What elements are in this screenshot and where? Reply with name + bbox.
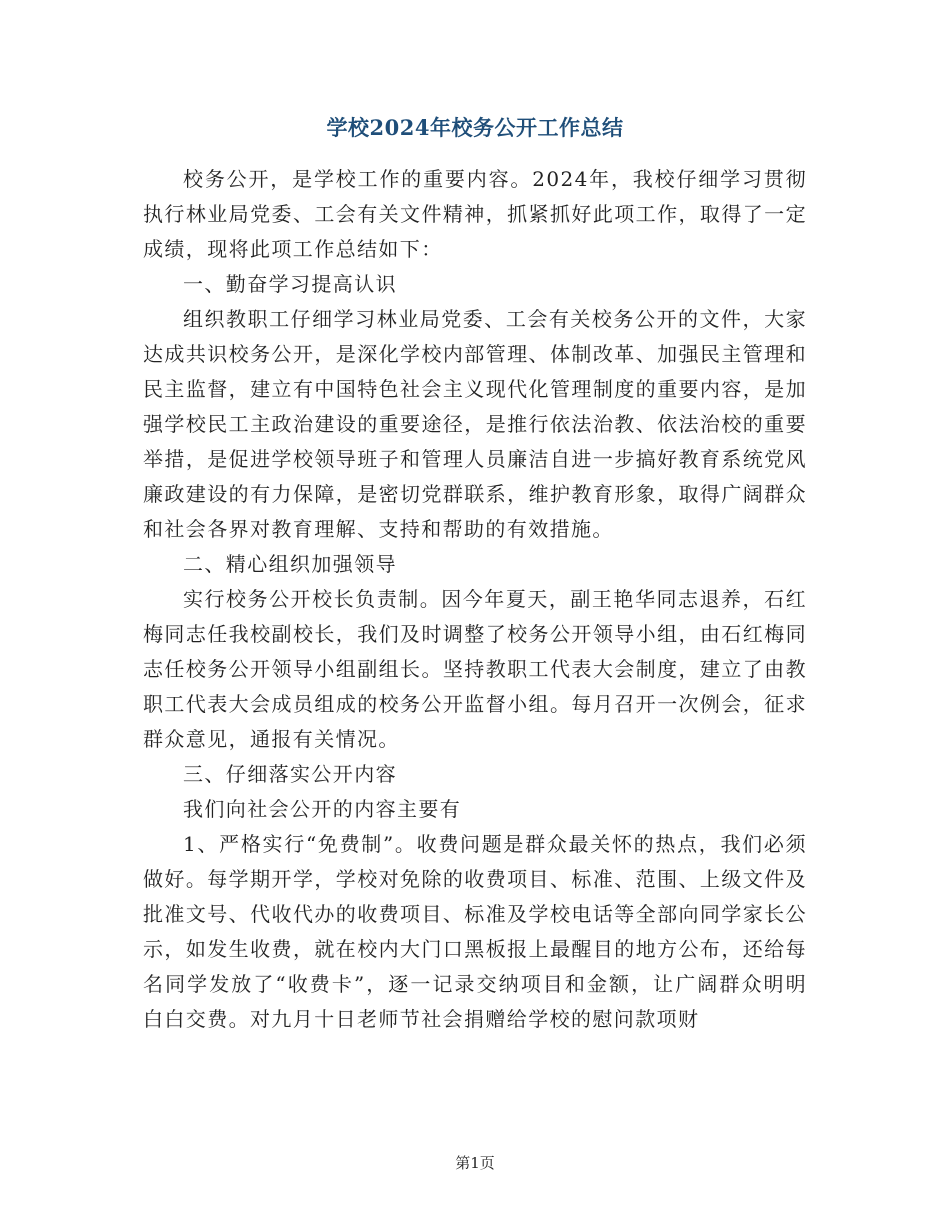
paragraph-intro: 校务公开，是学校工作的重要内容。2024年，我校仔细学习贯彻执行林业局党委、工会有关文件精神，抓紧抓好此项工作，取得了一定成绩，现将此项工作总结如下： xyxy=(143,167,807,261)
paragraph-section-2: 实行校务公开校长负责制。因今年夏天，副王艳华同志退养，石红梅同志任我校副校长，我们及时调整了校务公开领导小组，由石红梅同志任校务公开领导小组副组长。坚持教职工代表大会制度，建立了由教职工代表大会成员组成的校务公开监督小组。每月召开一次例会，征求群众意见，通报有关情况。 xyxy=(143,587,807,751)
section-heading-3: 三、仔细落实公开内容 xyxy=(183,762,397,786)
document-title: 学校2024年校务公开工作总结 xyxy=(326,115,624,140)
section-heading-2: 二、精心组织加强领导 xyxy=(183,552,397,576)
section-heading-1: 一、勤奋学习提高认识 xyxy=(183,272,397,296)
document-body xyxy=(143,162,807,1037)
page-number: 第1页 xyxy=(455,1154,495,1172)
paragraph-section-1: 组织教职工仔细学习林业局党委、工会有关校务公开的文件，大家达成共识校务公开，是深化学校内部管理、体制改革、加强民主管理和民主监督，建立有中国特色社会主义现代化管理制度的重要内容，是加强学校民工主政治建设的重要途径，是推行依法治教、依法治校的重要举措，是促进学校领导班子和管理人员廉洁自进一步搞好教育系统党风廉政建设的有力保障，是密切党群联系，维护教育形象，取得广阔群众和社会各界对教育理解、支持和帮助的有效措施。 xyxy=(143,307,807,541)
paragraph-section-3-intro: 我们向社会公开的内容主要有 xyxy=(183,797,462,821)
paragraph-section-3-item-1: 1、严格实行“免费制”。收费问题是群众最关怀的热点，我们必须做好。每学期开学，学校对免除的收费项目、标准、范围、上级文件及批准文号、代收代办的收费项目、标准及学校电话等全部向同学家长公示，如发生收费，就在校内大门口黑板报上最醒目的地方公布，还给每名同学发放了“收费卡”，逐一记录交纳项目和金额，让广阔群众明明白白交费。对九月十日老师节社会捐赠给学校的慰问款项财 xyxy=(143,832,807,1031)
